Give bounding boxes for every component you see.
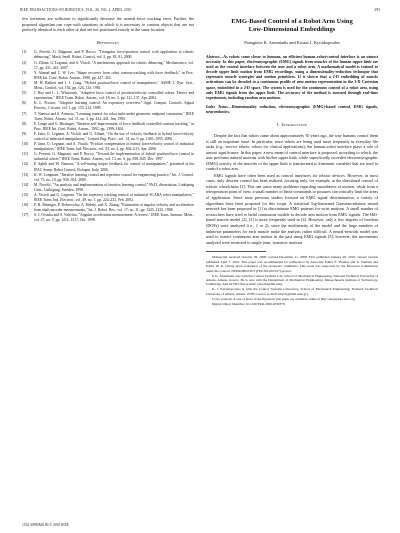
left-column (22, 16, 194, 224)
reference-number: [16] (22, 203, 29, 208)
reference-number: [3] (22, 70, 27, 75)
reference-number: [9] (22, 131, 27, 136)
reference-item (22, 173, 194, 183)
paper-title (206, 18, 378, 34)
reference-number: [8] (22, 121, 27, 126)
reference-item (22, 213, 194, 223)
index-terms-label: Index Terms— (206, 105, 232, 109)
reference-item (22, 193, 194, 203)
reference-number: [7] (22, 111, 27, 116)
reference-text: F. R. Belanger, P. Dobrovolny, A. Helmy, and X. Zhang, "Estimation of angular velocity and acceleration from shaft-encoder measurements," Int. J. Robot. Res., vol. 17, no. 11, pp. 1225–1233, 1998. (34, 203, 194, 213)
reference-text: K. L. Proctor, "Adaptive learning control: An expository overview," Appl. Comput. Controls, Signal Process., Circuits, vol. 1, pp. 155–214, 1999. (34, 101, 194, 111)
reference-text: G. Ziliani, G. Legnani, and A. Visioli, "A mechatronic approach for robotic deburring," Mechatronics, vol. 17, pp. 431–441, 2007. (34, 60, 194, 70)
reference-text: F. Jatta, G. Legnani, and A. Visioli, "Friction compensation in hybrid force/velocity control of industrial manipulators," IEEE Trans. Ind. Electron., vol. 53, no. 2, pp. 604–613, Apr. 2006. (34, 142, 194, 152)
reference-item (22, 142, 194, 152)
page-number: 393 (374, 8, 380, 12)
reference-number: [4] (22, 80, 27, 85)
introduction-body (206, 133, 378, 245)
reference-number: [14] (22, 182, 29, 187)
paper-title-line-2: Low-Dimensional Embeddings (248, 26, 336, 33)
reference-item (22, 183, 194, 193)
index-terms (206, 105, 378, 115)
reference-number: [13] (22, 172, 29, 177)
reference-number: [17] (22, 213, 29, 218)
reference-list (22, 50, 194, 223)
copyright-line: 1552-3098/$26.00 © 2010 IEEE (22, 523, 69, 527)
paper-authors: Panagiotis K. Artemiadis and Kostas J. Kyriakopoulos (244, 40, 340, 45)
reference-item (22, 61, 194, 71)
reference-item (22, 203, 194, 213)
reference-number: [11] (22, 152, 29, 157)
reference-item (22, 162, 194, 172)
footnote: Manuscript received October 28, 2008; revised December 11, 2008. First published January 29, 2010; current version published April 7, 2010. This paper was recommended for publication by Associate Editor F. Thomas and K. Yamane and Editor W. K. Chung upon evaluation of the reviewers' comments. This work was supported by the European Commission under the contract NEUROBOTICS (FP6-IST-001917) project. (206, 255, 378, 273)
reference-item (22, 132, 194, 142)
reference-item (22, 91, 194, 101)
reference-text: G. Ferretti, G. Magnani, and P. Rocco, "Triangular force/position control with application to robotic deburring," Mach. Intell. Robot. Control, vol. 2, pp. 83–91, 2000. (34, 50, 194, 60)
reference-text: S. J. Ovaska and S. Valiviita, "Angular acceleration measurement: A review," IEEE Trans. Instrum. Meas., vol. 47, no. 5, pp. 1211–1217, Oct. 1998. (34, 213, 194, 223)
footnote: K. J. Kyriakopoulos is with the Control Systems Laboratory, School of Mechanical Engineering, National Technical University of Athens, Athens 15780, Greece (e-mail: kkyria@mail.ntua.gr). (206, 287, 378, 296)
reference-item (22, 152, 194, 162)
reference-text: F. Lange and G. Hirzinger, "Iterative self-improvement of force feedback controlled contour tracking," in Proc. IEEE Int. Conf. Robot. Autom., 1992, pp. 1399–1404. (34, 121, 194, 131)
reference-number: [5] (22, 91, 27, 96)
reference-item (22, 50, 194, 60)
reference-number: [1] (22, 50, 27, 55)
intro-paragraph: Despite the fact that robots came about approximately 50 years ago, the way humans control them is still an important issue. In particular, since robots are being used more frequently in everyday life tasks (e.g., service robots, robots for clinical applications), the human–robot interface plays a role of utmost significance. In this paper, a new mean of control interface is proposed, according to which, the user performs natural motions with his/her upper limb, while superficially recorded electromyographic (EMG) activity of the muscles of the upper limb is transformed to kinematic variables that are used to control a robot arm. (206, 132, 378, 172)
introduction-heading: I. Introduction (276, 122, 308, 128)
reference-text: F. Jatta, G. Legnani, A. Visioli, and G. Ziliani, "On the use of velocity feedback in hybrid force/velocity control of industrial manipulators," Control Eng. Pract., vol. 14, no. 9, pp. 1045–1055, 2006. (34, 131, 194, 141)
previous-article-text: few iterations are sufficient to significantly decrease the normal-force tracking error. Further, the proposed algorithm can cope with situations in which it is necessary to contour objects that are not perfectly identical to each other or that are not positioned exactly in the same location. (22, 16, 194, 33)
abstract-label: Abstract— (206, 54, 224, 59)
reference-item (22, 71, 194, 81)
reference-text: M. H. Raibert and J. J. Craig, "Hybrid position/force control of manipulators," ASME J. Dyn. Syst., Meas., Control, vol. 102, pp. 126–133, 1981. (34, 80, 194, 91)
reference-number: [15] (22, 193, 29, 197)
reference-number: [2] (22, 60, 27, 65)
footnote: Digital Object Identifier 10.1109/TRO.2009.2039378 (212, 301, 285, 306)
reference-item (22, 81, 194, 91)
reference-text: K. W. Longman, "Iterative learning control and repetitive control for engineering practice," Int. J. Control, vol. 73, no. 10, pp. 930–954, 2000. (34, 172, 194, 182)
reference-item (22, 112, 194, 122)
reference-text: G. Ferretti, G. Magnani, and P. Rocco, "Toward the implementation of hybrid position/force control in industrial robots," IEEE Trans. Robot. Autom., vol. 13, no. 6, pp. 838–845, Dec. 1997. (34, 152, 194, 162)
paper-title-line-1: EMG-Based Control of a Robot Arm Using (231, 18, 353, 25)
reference-text: Y. Ahmad and C. W. Lee, "Shape recovery from robot contour-tracking with force feedback," in Proc. IEEE Int. Conf. Robot. Autom., 1990, pp. 447–452. (34, 70, 194, 80)
reference-text: P. Aghili and M. Namvar, "A self-tuning torque feedback for control of manipulators," presented at the IFAC Symp. Robot Control, Bologna, Italy, 2006. (34, 162, 194, 172)
reference-text: A. Visioli and G. Legnani, "On the trajectory tracking control of industrial SCARA robot manipulators," IEEE Trans. Ind. Electron., vol. 49, no. 1, pp. 224–232, Feb. 2002. (34, 193, 194, 203)
reference-text: T. Naniwa and S. Arimoto, "Learning control for robot tasks under geometric endpoint constraints," IEEE Trans. Robot. Autom., vol. 11, no. 3, pp. 432–441, Jun. 1995. (34, 111, 194, 121)
references-heading: References (97, 39, 119, 45)
footnote: Color versions of one or more of the figures in this paper are available online at http://ieeexplore.ieee.org. (212, 296, 356, 301)
reference-text: J. Roy and L. L. Whitcomb, "Adaptive force control of position/velocity controlled robots: Theory and experiments," IEEE Trans. Robot. Autom., vol. 18, no. 2, pp. 121–137, Apr. 2002. (34, 91, 194, 101)
abstract-text: As robots come closer to humans, an efficient human–robot-control interface is an utmost necessity. In this paper, electromyographic (EMG) signals from muscles of the human upper limb are used as the control interface between the user and a robot arm. A mathematical model is trained to decode upper limb motion from EMG recordings, using a dimensionality-reduction technique that represents muscle synergies and motion primitives. It is shown that a 2-D embedding of muscle activations can be decoded to a continuous profile of arm motion representation in the 3-D Cartesian space, embedded in a 2-D space. The system is used for the continuous control of a robot arm, using only EMG signals from the upper limb. The accuracy of the method is assessed through real-time experiments, including random arm motions. (206, 54, 378, 100)
index-terms-text: Dimensionality reduction, electromyographic (EMG)-based control, EMG signals, neurorobotics. (206, 105, 378, 115)
footnote-divider (206, 251, 266, 252)
journal-header: IEEE TRANSACTIONS ON ROBOTICS, VOL. 26, NO. 2, APRIL 2010 (20, 8, 132, 12)
intro-paragraph: EMG signals have often been used as control interfaces for robotic devices. However, in most cases, only discrete control has been realized, focusing only, for example, at the directional control of robotic wheelchairs [1]. This can cause many problems regarding smoothness of motion, while from a teleoperation point of view, a small number of finite commands or postures can critically limit the areas of application. Since most previous studies focused on EMG signal discrimination, a variety of algorithms have been proposed for this scope. A statistical log-linearized Gaussian-mixture neural network has been proposed in [1] to discriminate EMG patterns for wrist motions. A small number of researchers have tried to build continuous models to decode arm motion from EMG signals. The Hill-based muscle model [2], [3] is more frequently used in [4]. However, only a few degrees of freedom (DOFs) were analyzed (i.e., 1 or 2), since the nonlinearity of the model and the large numbers of unknown parameters for each muscle make the analysis rather difficult. A neural-network model was used to extract continuous arm motion in the past using EMG signals [5]; however, the movements analyzed were restricted to single-joint, isometric motions. (206, 172, 378, 245)
reference-number: [12] (22, 162, 29, 167)
abstract (206, 55, 378, 101)
footnote: P. K. Artemiadis was with the Control Systems Lab, School of Mechanical Engineering, National Technical University of Athens, Athens, Greece. He is now with the Department of Mechanical Engineering, Massachusetts Institute of Technology, Cambridge, MA 02139 USA (e-mail: partemi@mit.edu). (206, 273, 378, 287)
footnotes (206, 255, 378, 306)
reference-number: [10] (22, 142, 29, 147)
reference-text: M. Norrlöf, "An analysis and implementation of iterative learning control," Ph.D. dissertation, Linköping Univ., Linköping, Sweden, 1998. (34, 182, 194, 192)
right-column (206, 16, 378, 307)
reference-number: [6] (22, 101, 27, 106)
reference-item (22, 122, 194, 132)
running-head (20, 8, 380, 12)
reference-item (22, 101, 194, 111)
